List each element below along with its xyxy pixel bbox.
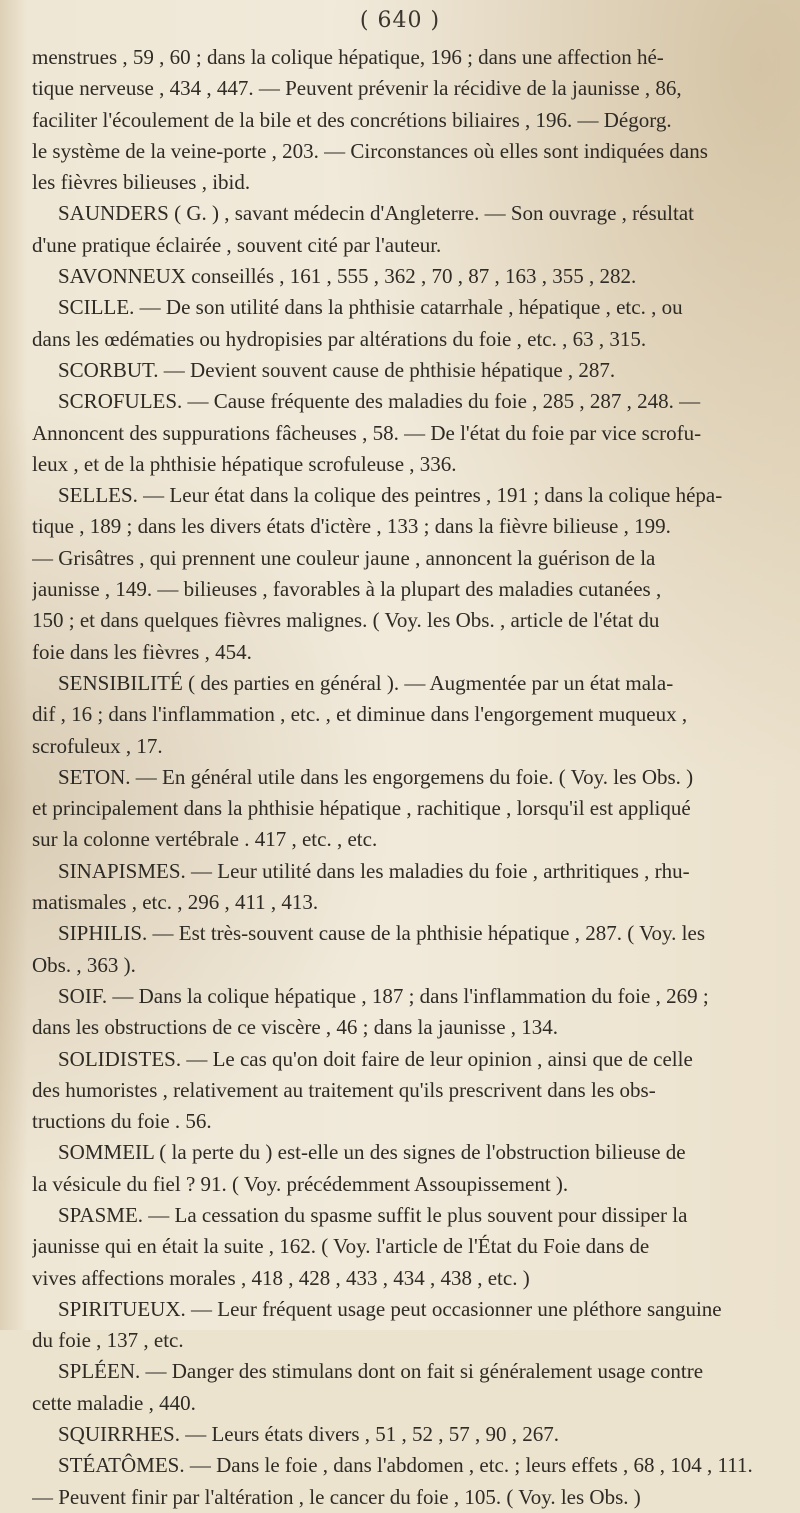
text-line: scrofuleux , 17.	[32, 733, 163, 758]
text-line: sur la colonne vertébrale . 417 , etc. , etc.	[32, 827, 378, 852]
text-line: — Grisâtres , qui prennent une couleur jaune , annoncent la guérison de la	[32, 545, 656, 570]
text-line: faciliter l'écoulement de la bile et des concrétions biliaires , 196. — Dégorg.	[32, 107, 672, 132]
text-line: jaunisse , 149. — bilieuses , favorables à la plupart des maladies cutanées ,	[32, 577, 662, 602]
index-entry-line: SOIF. — Dans la colique hépatique , 187 ; dans l'inflammation du foie , 269 ;	[58, 983, 709, 1008]
text-line: dans les œdématies ou hydropisies par altérations du foie , etc. , 63 , 315.	[32, 326, 647, 351]
index-text	[32, 42, 780, 1513]
index-entry-line: SCROFULES. — Cause fréquente des maladies du foie , 285 , 287 , 248. —	[58, 389, 701, 414]
text-line: jaunisse qui en était la suite , 162. ( Voy. l'article de l'État du Foie dans de	[32, 1234, 650, 1259]
text-line: menstrues , 59 , 60 ; dans la colique hépatique, 196 ; dans une affection hé-	[32, 45, 664, 69]
index-entry-line: SELLES. — Leur état dans la colique des peintres , 191 ; dans la colique hépa-	[58, 483, 723, 508]
text-line: vives affections morales , 418 , 428 , 433 , 434 , 438 , etc. )	[32, 1265, 530, 1290]
text-line: tique nerveuse , 434 , 447. — Peuvent prévenir la récidive de la jaunisse , 86,	[32, 76, 682, 101]
index-entry-line: STÉATÔMES. — Dans le foie , dans l'abdomen , etc. ; leurs effets , 68 , 104 , 111.	[58, 1453, 753, 1478]
text-line: tique , 189 ; dans les divers états d'ictère , 133 ; dans la fièvre bilieuse , 199.	[32, 514, 671, 539]
text-line: les fièvres bilieuses , ibid.	[32, 170, 251, 195]
text-line: et principalement dans la phthisie hépatique , rachitique , lorsqu'il est appliqué	[32, 796, 691, 821]
text-line: du foie , 137 , etc.	[32, 1328, 184, 1353]
index-entry-line: SCORBUT. — Devient souvent cause de phthisie hépatique , 287.	[58, 357, 616, 382]
index-entry-line: SOLIDISTES. — Le cas qu'on doit faire de leur opinion , ainsi que de celle	[58, 1046, 693, 1071]
text-line: dans les obstructions de ce viscère , 46 ; dans la jaunisse , 134.	[32, 1015, 559, 1040]
index-entry-line: SPIRITUEUX. — Leur fréquent usage peut occasionner une pléthore sanguine	[58, 1296, 722, 1321]
text-line: tructions du foie . 56.	[32, 1109, 212, 1134]
index-entry-line: SOMMEIL ( la perte du ) est-elle un des signes de l'obstruction bilieuse de	[58, 1140, 686, 1165]
text-line: leux , et de la phthisie hépatique scrofuleuse , 336.	[32, 451, 457, 476]
text-line: le système de la veine-porte , 203. — Circonstances où elles sont indiquées dans	[32, 138, 708, 163]
index-entry-line: SINAPISMES. — Leur utilité dans les maladies du foie , arthritiques , rhu-	[58, 858, 690, 883]
index-entry-line: SCILLE. — De son utilité dans la phthisie catarrhale , hépatique , etc. , ou	[58, 295, 683, 320]
index-entry-line: SENSIBILITÉ ( des parties en général ). — Augmentée par un état mala-	[58, 670, 674, 695]
text-line: 150 ; et dans quelques fièvres malignes. ( Voy. les Obs. , article de l'état du	[32, 608, 660, 633]
index-entry-line: SIPHILIS. — Est très-souvent cause de la phthisie hépatique , 287. ( Voy. les	[58, 921, 706, 946]
text-line: foie dans les fièvres , 454.	[32, 639, 252, 664]
text-line: dif , 16 ; dans l'inflammation , etc. , et diminue dans l'engorgement muqueux ,	[32, 702, 688, 727]
index-entry-line: SAVONNEUX conseillés , 161 , 555 , 362 , 70 , 87 , 163 , 355 , 282.	[58, 264, 637, 289]
text-line: Obs. , 363 ).	[32, 952, 136, 977]
text-line: d'une pratique éclairée , souvent cité par l'auteur.	[32, 232, 442, 257]
text-line: cette maladie , 440.	[32, 1390, 196, 1415]
index-entry-line: SPLÉEN. — Danger des stimulans dont on fait si généralement usage contre	[58, 1359, 704, 1384]
text-line: la vésicule du fiel ? 91. ( Voy. précédemment Assoupissement ).	[32, 1171, 569, 1196]
text-line: matismales , etc. , 296 , 411 , 413.	[32, 890, 319, 915]
text-line: Annoncent des suppurations fâcheuses , 58. — De l'état du foie par vice scrofu-	[32, 420, 702, 445]
page-number: ( 640 )	[359, 8, 441, 33]
index-entry-line: SQUIRRHES. — Leurs états divers , 51 , 52 , 57 , 90 , 267.	[58, 1422, 560, 1447]
text-line: — Peuvent finir par l'altération , le cancer du foie , 105. ( Voy. les Obs. )	[32, 1484, 641, 1509]
index-entry-line: SAUNDERS ( G. ) , savant médecin d'Angleterre. — Son ouvrage , résultat	[58, 201, 694, 226]
index-entry-line: SETON. — En général utile dans les engorgemens du foie. ( Voy. les Obs. )	[58, 764, 694, 789]
index-entry-line: SPASME. — La cessation du spasme suffit le plus souvent pour dissiper la	[58, 1202, 688, 1227]
text-line: des humoristes , relativement au traitement qu'ils prescrivent dans les obs-	[32, 1077, 656, 1102]
